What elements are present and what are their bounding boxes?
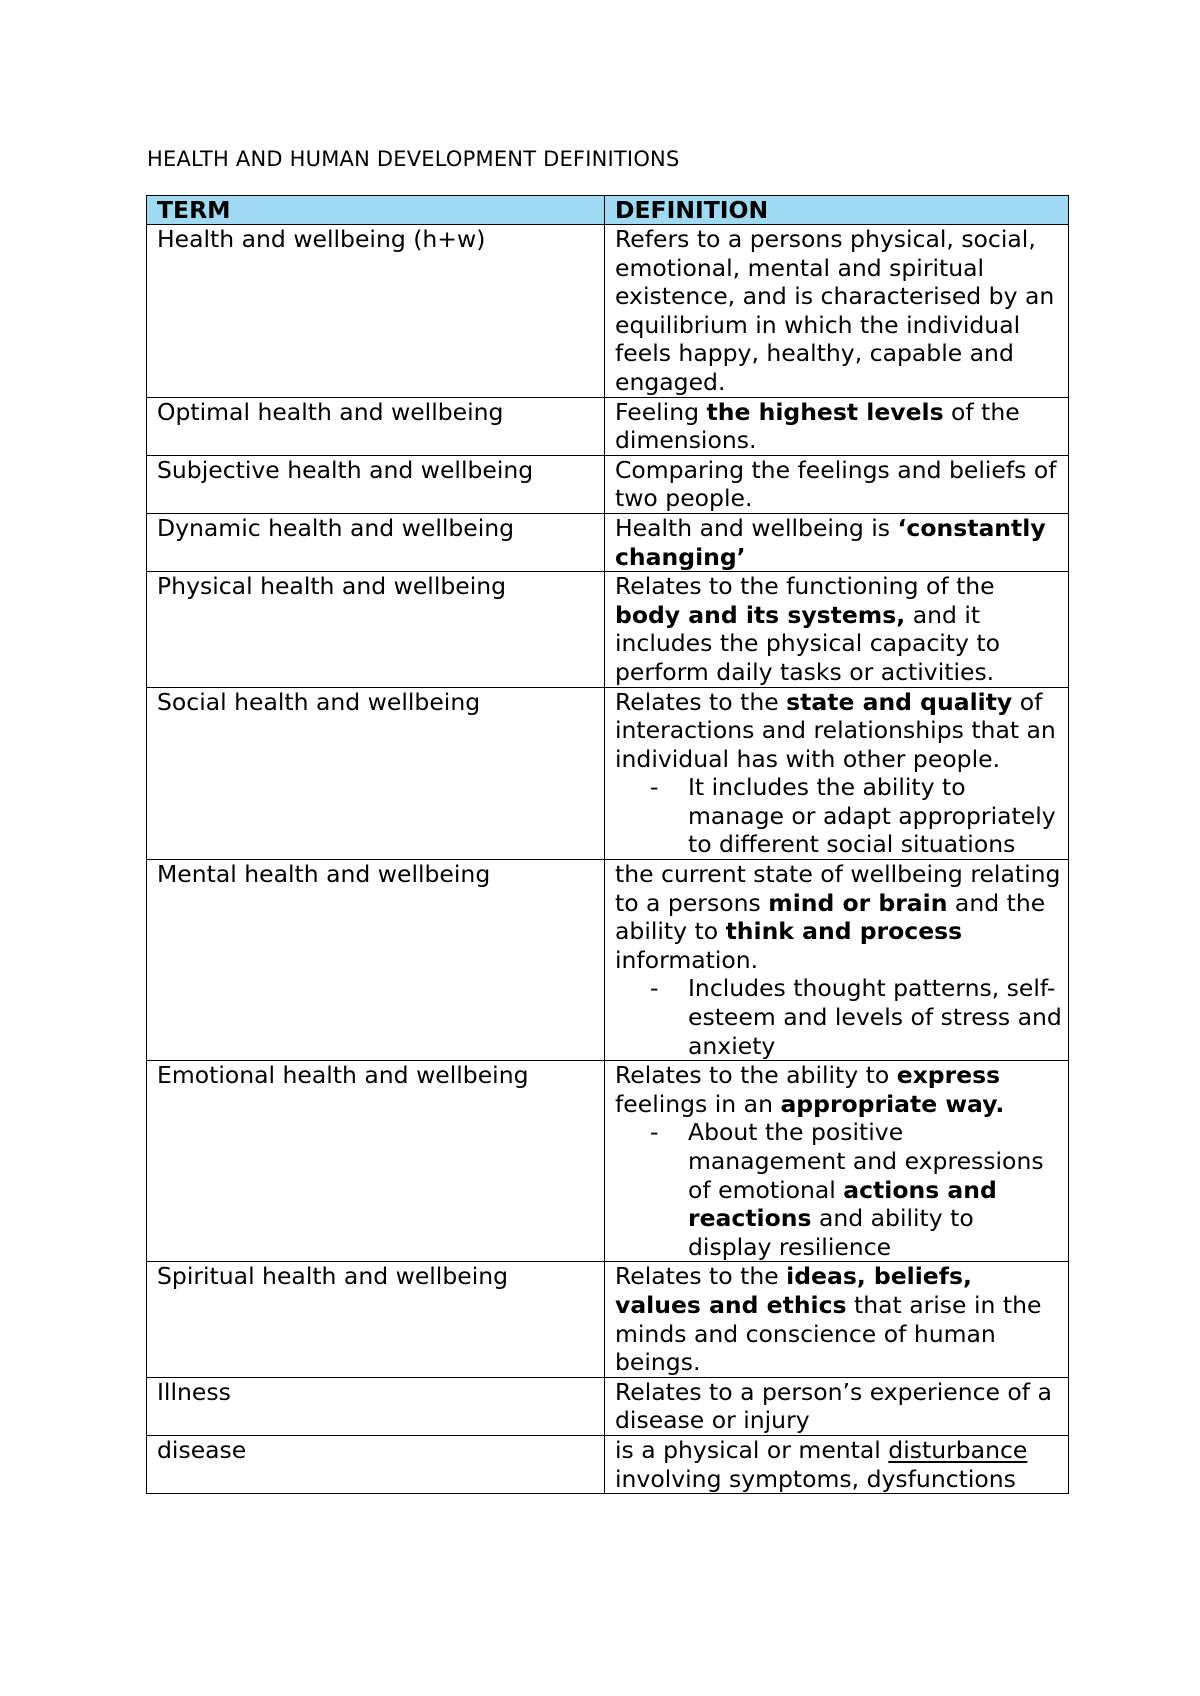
- term-cell: Subjective health and wellbeing: [147, 455, 605, 513]
- definition-cell: [605, 225, 1069, 398]
- header-term: TERM: [147, 196, 605, 225]
- term-cell: Mental health and wellbeing: [147, 860, 605, 1061]
- term-cell: Spiritual health and wellbeing: [147, 1262, 605, 1377]
- definition-text: Feeling: [615, 397, 707, 426]
- table-row: [147, 1061, 1069, 1262]
- definition-text: Comparing the feelings and beliefs of two people.: [615, 455, 1057, 513]
- definition-text: Relates to the ability to: [615, 1061, 897, 1090]
- table-row: [147, 225, 1069, 398]
- definition-cell: [605, 687, 1069, 860]
- definition-emphasis: the highest levels: [706, 397, 944, 426]
- definition-emphasis: body and its systems,: [615, 600, 906, 629]
- definition-text: Refers to a persons physical, social, emotional, mental and spiritual existence, and is characterised by an equilibrium in which the individual feels happy, healthy, capable and engaged.: [615, 225, 1055, 396]
- term-cell: Optimal health and wellbeing: [147, 397, 605, 455]
- definition-text: Relates to the: [615, 687, 787, 716]
- definition-cell: [605, 1435, 1069, 1493]
- definition-text: Health and wellbeing is: [615, 513, 898, 542]
- definition-paragraph: [615, 860, 1062, 974]
- term-cell: Dynamic health and wellbeing: [147, 513, 605, 571]
- definition-emphasis: think and process: [725, 917, 963, 946]
- table-row: [147, 1435, 1069, 1493]
- header-definition: DEFINITION: [605, 196, 1069, 225]
- term-cell: Social health and wellbeing: [147, 687, 605, 860]
- definition-bullet-list: [615, 974, 1062, 1060]
- term-cell: Illness: [147, 1377, 605, 1435]
- definition-cell: [605, 397, 1069, 455]
- term-cell: Physical health and wellbeing: [147, 572, 605, 687]
- definition-text: and it includes the physical capacity to perform daily tasks or activities.: [615, 600, 1000, 686]
- definition-bullet: - Includes thought patterns, self-esteem and levels of stress and anxiety: [688, 974, 1062, 1060]
- definition-text: Relates to the: [615, 1262, 787, 1291]
- term-cell: disease: [147, 1435, 605, 1493]
- definition-cell: [605, 1377, 1069, 1435]
- table-row: [147, 1377, 1069, 1435]
- table-row: [147, 1262, 1069, 1377]
- definitions-table: [146, 195, 1069, 1494]
- definition-cell: [605, 860, 1069, 1061]
- definition-cell: [605, 1061, 1069, 1262]
- definition-bullet: - It includes the ability to manage or adapt appropriately to different social situations: [688, 773, 1062, 859]
- definition-text: Relates to the functioning of the: [615, 572, 995, 601]
- page-title: HEALTH AND HUMAN DEVELOPMENT DEFINITIONS: [147, 147, 680, 171]
- definition-emphasis: actions and reactions: [688, 1175, 997, 1233]
- definition-emphasis: ‘constantly changing’: [615, 513, 1046, 571]
- definition-emphasis: mind or brain: [768, 888, 948, 917]
- table-row: [147, 572, 1069, 687]
- table-row: [147, 397, 1069, 455]
- definition-bullet-list: [615, 773, 1062, 859]
- definition-text: that arise in the minds and conscience of human beings.: [615, 1290, 1042, 1377]
- definition-text: feelings in an: [615, 1089, 781, 1118]
- definition-cell: [605, 572, 1069, 687]
- definition-emphasis: ideas, beliefs, values and ethics: [615, 1262, 972, 1319]
- definition-bullet: [688, 1118, 1062, 1261]
- definition-underlined: disturbance: [888, 1435, 1028, 1464]
- table-row: [147, 513, 1069, 571]
- term-cell: Health and wellbeing (h+w): [147, 225, 605, 398]
- definition-text: and ability to display resilience: [688, 1204, 974, 1261]
- definition-cell: [605, 513, 1069, 571]
- definition-emphasis: state and quality: [786, 687, 1013, 716]
- definition-cell: [605, 1262, 1069, 1377]
- definition-text: and the ability to: [615, 888, 1046, 946]
- table-row: [147, 860, 1069, 1061]
- definition-paragraph: [615, 688, 1062, 774]
- definition-cell: [605, 455, 1069, 513]
- definition-bullet-list: [615, 1118, 1062, 1261]
- definition-text: the current state of wellbeing relating to a persons: [615, 860, 1061, 917]
- definition-text: About the positive management and expressions of emotional: [688, 1118, 1044, 1204]
- definition-text: involving symptoms, dysfunctions: [615, 1464, 1016, 1493]
- definition-text: Relates to a person’s experience of a disease or injury: [615, 1377, 1052, 1435]
- table-header-row: [147, 196, 1069, 225]
- definition-text: is a physical or mental: [615, 1435, 889, 1464]
- definition-text: of interactions and relationships that an individual has with other people.: [615, 687, 1056, 773]
- table-row: [147, 687, 1069, 860]
- table-row: [147, 455, 1069, 513]
- definition-text: information.: [615, 945, 759, 974]
- definition-text: of the dimensions.: [615, 397, 1020, 455]
- definition-paragraph: [615, 1061, 1062, 1118]
- definition-emphasis: express: [896, 1061, 1001, 1090]
- definition-emphasis: appropriate way.: [780, 1089, 1005, 1118]
- term-cell: Emotional health and wellbeing: [147, 1061, 605, 1262]
